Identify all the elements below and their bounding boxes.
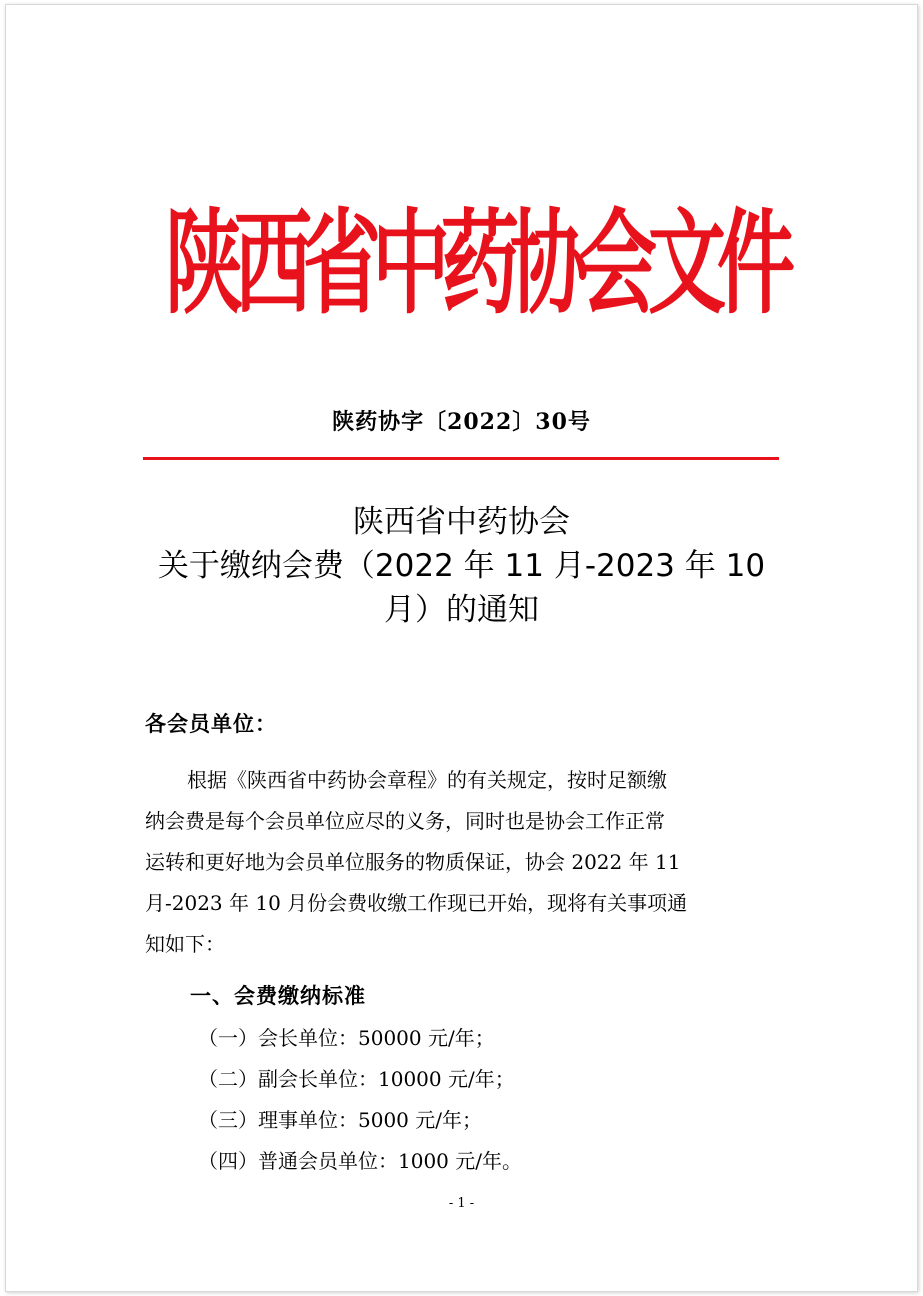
salutation: 各会员单位： <box>145 711 277 736</box>
fee-item: （二）副会长单位：10000 元/年； <box>198 1067 515 1091</box>
banner-char: 中 <box>372 199 451 331</box>
body-line: 纳会费是每个会员单位应尽的义务，同时也是协会工作正常 <box>145 809 665 833</box>
title-line: 陕西省中药协会 <box>353 504 570 540</box>
document-header-banner <box>165 199 796 331</box>
page-number: - 1 - <box>448 1196 475 1211</box>
fee-item: （一）会长单位：50000 元/年； <box>198 1026 495 1050</box>
banner-char: 文 <box>648 199 727 331</box>
body-paragraph <box>145 760 779 965</box>
banner-char: 陕 <box>165 199 244 331</box>
fee-item: （四）普通会员单位：1000 元/年。 <box>198 1149 522 1173</box>
banner-char: 协 <box>510 199 589 331</box>
notice-title <box>140 500 783 632</box>
body-line: 根据《陕西省中药协会章程》的有关规定，按时足额缴 <box>187 768 667 792</box>
section-heading-fee-standard: 一、会费缴纳标准 <box>190 983 366 1008</box>
banner-char: 会 <box>579 199 658 331</box>
body-line: 知如下： <box>145 932 225 956</box>
title-line: 关于缴纳会费（2022 年 11 月-2023 年 10 <box>157 548 766 584</box>
banner-char: 件 <box>717 199 796 331</box>
title-line: 月）的通知 <box>384 592 539 628</box>
fee-item: （三）理事单位：5000 元/年； <box>198 1108 482 1132</box>
body-line: 运转和更好地为会员单位服务的物质保证，协会 2022 年 11 <box>145 850 681 874</box>
banner-char: 药 <box>441 199 520 331</box>
document-number: 陕药协字〔2022〕30号 <box>332 409 591 435</box>
banner-char: 省 <box>303 199 382 331</box>
fee-standard-list <box>198 1018 522 1182</box>
body-line: 月-2023 年 10 月份会费收缴工作现已开始，现将有关事项通 <box>145 891 688 915</box>
red-divider-line <box>143 457 779 460</box>
banner-char: 西 <box>234 199 313 331</box>
